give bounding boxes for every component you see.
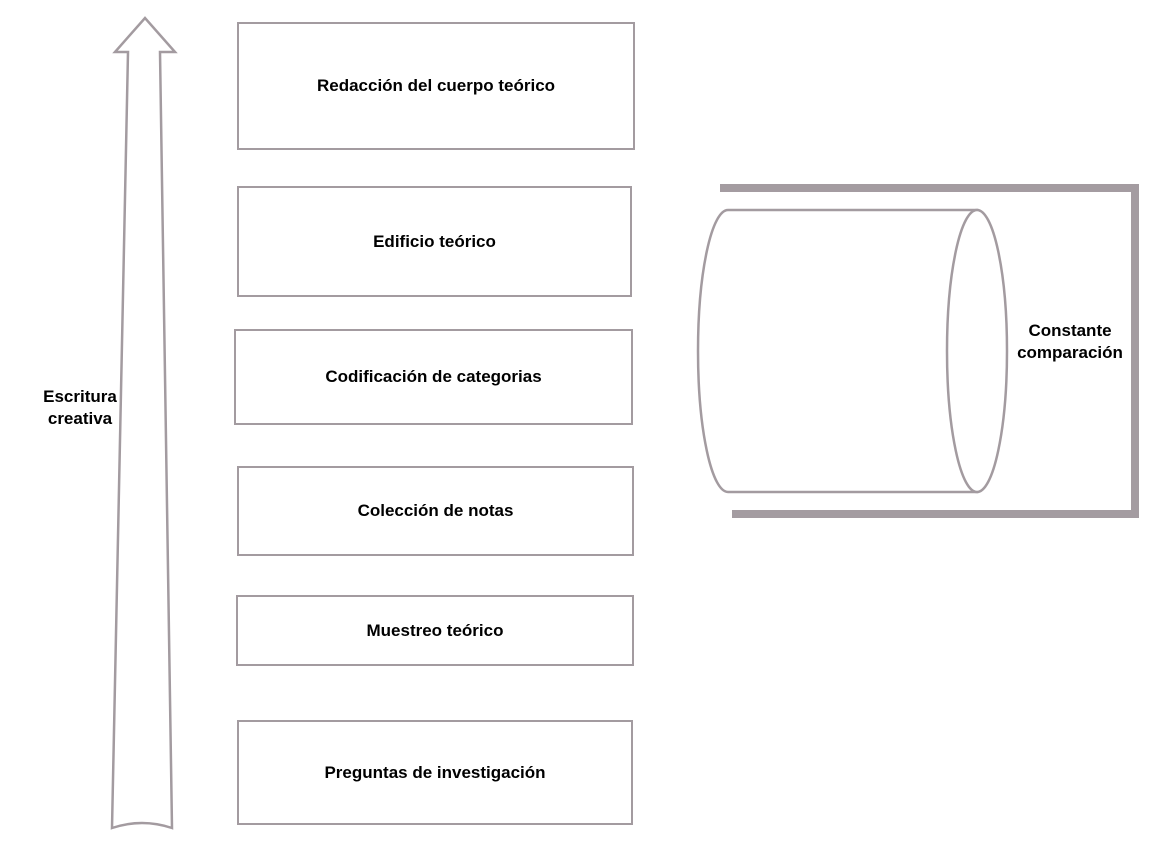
arrow-label (20, 386, 140, 430)
cycle-label-line1: Constante (1028, 321, 1112, 340)
stage-label: Colección de notas (357, 501, 514, 520)
stage-box-edificio (237, 186, 632, 297)
stage-label: Muestreo teórico (366, 620, 504, 640)
stage-box-redaccion (237, 22, 635, 150)
cylinder-end (947, 210, 1007, 492)
stage-label: Codificación de categorias (325, 367, 542, 386)
stage-box-muestreo (236, 595, 634, 666)
stage-box-preguntas (237, 720, 633, 825)
stage-box-coleccion (237, 466, 634, 556)
stage-label: Preguntas de investigación (324, 762, 546, 782)
stage-label: Edificio teórico (373, 231, 496, 251)
cylinder-body (698, 210, 977, 492)
arrow-label-line2: creativa (47, 409, 113, 428)
arrow-label-line1: Escritura (43, 387, 117, 406)
cycle-label (1010, 320, 1130, 364)
cycle-label-line2: comparación (1017, 343, 1123, 362)
stage-label: Redacción del cuerpo teórico (316, 76, 556, 95)
stage-box-codificacion (234, 329, 633, 425)
